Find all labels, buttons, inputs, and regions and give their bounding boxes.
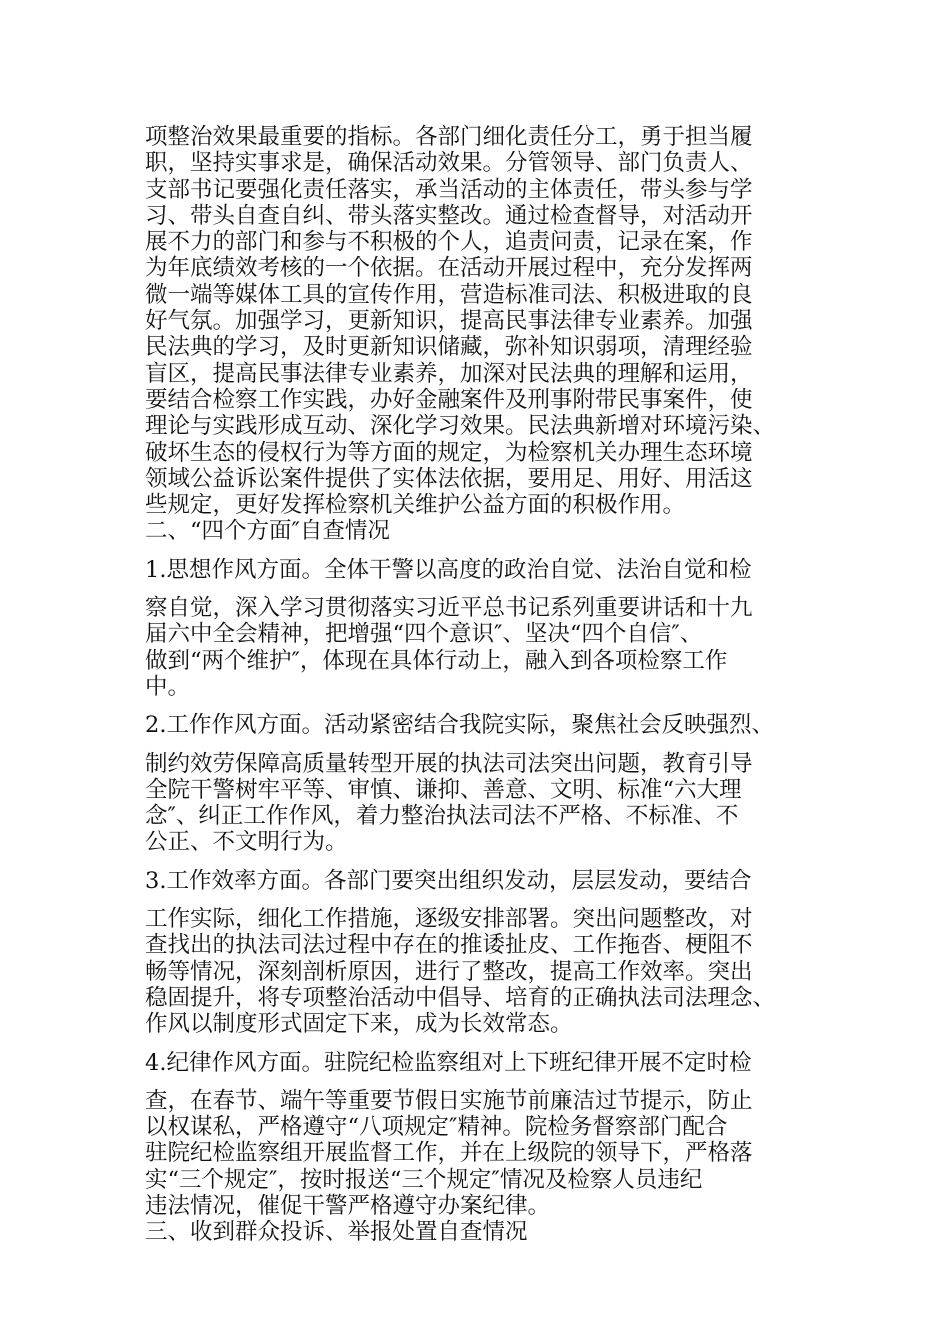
text-line: 察自觉，深入学习贯彻落实习近平总书记系列重要讲话和十九: [145, 595, 753, 622]
text-line: 破坏生态的侵权行为等方面的规定，为检察机关办理生态环境: [145, 439, 753, 466]
text-line: 实“三个规定″，按时报送“三个规定″情况及检察人员违纪: [145, 1166, 703, 1193]
text-line: 领域公益诉讼案件提供了实体法依据，要用足、用好、用活这: [145, 465, 753, 492]
text-line: 公正、不文明行为。: [145, 829, 348, 856]
section-heading: 三、收到群众投诉、举报处置自查情况: [145, 1219, 528, 1246]
text-line: 驻院纪检监察组开展监督工作，并在上级院的领导下，严格落: [145, 1140, 753, 1167]
text-line: 念″、纠正工作作风，着力整治执法司法不严格、不标准、不: [145, 803, 739, 830]
text-line: 民法典的学习，及时更新知识储藏，弥补知识弱项，清理经验: [145, 334, 753, 361]
text-line: 畅等情况，深刻剖析原因，进行了整改，提高工作效率。突出: [145, 958, 753, 985]
text-line: 好气氛。加强学习，更新知识，提高民事法律专业素养。加强: [145, 308, 753, 335]
text-line: 作风以制度形式固定下来，成为长效常态。: [145, 1011, 573, 1038]
section-heading: 二、“四个方面″自查情况: [145, 518, 390, 545]
text-line: 稳固提升，将专项整治活动中倡导、培育的正确执法司法理念、: [145, 984, 776, 1011]
text-line: 届六中全会精神，把增强“四个意识″、坚决“四个自信″、: [145, 621, 703, 648]
text-line: 习、带头自查自纠、带头落实整改。通过检查督导，对活动开: [145, 202, 753, 229]
text-line: 微一端等媒体工具的宣传作用，营造标准司法、积极进取的良: [145, 281, 753, 308]
text-line: 查找出的执法司法过程中存在的推诿扯皮、工作拖沓、梗阻不: [145, 932, 753, 959]
item-heading-line: 1.思想作风方面。全体干警以高度的政治自觉、法治自觉和检: [145, 556, 752, 583]
text-line: 违法情况，催促干警严格遵守办案纪律。: [145, 1192, 551, 1219]
text-line: 要结合检察工作实践，办好金融案件及刑事附带民事案件，使: [145, 386, 753, 413]
text-line: 些规定，更好发挥检察机关维护公益方面的积极作用。: [145, 492, 686, 519]
item-heading-line: 2.工作作风方面。活动紧密结合我院实际，聚焦社会反映强烈、: [145, 712, 774, 739]
text-line: 职，坚持实事求是，确保活动效果。分管领导、部门负责人、: [145, 150, 753, 177]
text-line: 以权谋私，严格遵守“八项规定″精神。院检务督察部门配合: [145, 1114, 728, 1141]
item-heading-line: 4.纪律作风方面。驻院纪检监察组对上下班纪律开展不定时检: [145, 1049, 752, 1076]
text-line: 做到“两个维护″，体现在具体行动上，融入到各项检察工作: [145, 647, 728, 674]
text-line: 支部书记要强化责任落实，承当活动的主体责任，带头参与学: [145, 176, 753, 203]
text-line: 查，在春节、端午等重要节假日实施节前廉洁过节提示，防止: [145, 1087, 753, 1114]
text-line: 全院干警树牢平等、审慎、谦抑、善意、文明、标准“六大理: [145, 776, 742, 803]
text-line: 工作实际，细化工作措施，逐级安排部署。突出问题整改，对: [145, 906, 753, 933]
text-line: 项整治效果最重要的指标。各部门细化责任分工，勇于担当履: [145, 124, 753, 150]
document-body: [145, 124, 815, 1246]
text-line: 制约效劳保障高质量转型开展的执法司法突出问题，教育引导: [145, 750, 753, 777]
text-line: 理论与实践形成互动、深化学习效果。民法典新增对环境污染、: [145, 413, 776, 440]
item-heading-line: 3.工作效率方面。各部门要突出组织发动，层层发动，要结合: [145, 867, 752, 894]
text-line: 展不力的部门和参与不积极的个人，追责问责，记录在案，作: [145, 229, 753, 256]
text-line: 中。: [145, 673, 191, 700]
text-line: 为年底绩效考核的一个依据。在活动开展过程中，充分发挥两: [145, 255, 753, 282]
text-line: 盲区，提高民事法律专业素养，加深对民法典的理解和运用，: [145, 360, 753, 387]
